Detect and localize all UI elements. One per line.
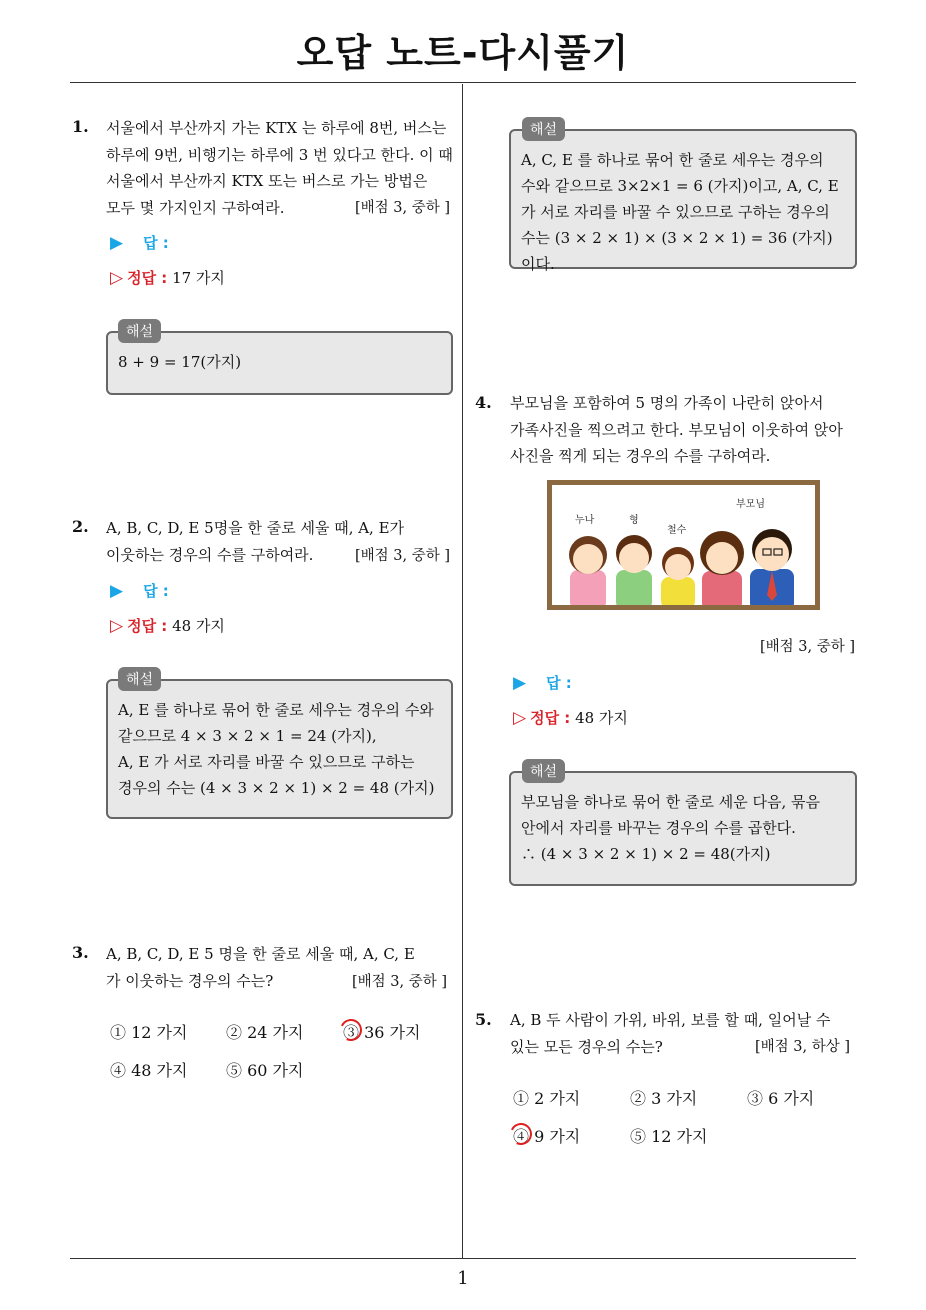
page-number: 1 [457,1268,469,1289]
play-icon: ▶ [513,673,527,693]
choice-1[interactable]: ① 12 가지 [110,1023,188,1042]
explanation-line: 같으므로 4 × 3 × 2 × 1 = 24 (가지), [118,727,377,745]
question-2-line: A, B, C, D, E 5명을 한 줄로 세울 때, A, E가 [106,519,405,537]
correct-label: 정답 : [127,269,168,287]
label-parents: 부모님 [736,499,765,510]
explanation-line: A, E 를 하나로 묶어 한 줄로 세우는 경우의 수와 [118,701,434,719]
explanation-line: 부모님을 하나로 묶어 한 줄로 세운 다음, 묶음 [521,793,820,811]
bottom-divider [70,1258,856,1259]
question-3-explanation [509,129,857,273]
question-2-line: 이웃하는 경우의 수를 구하여라. [106,545,314,564]
correct-label: 정답 : [127,617,168,635]
question-2-answer-field[interactable] [110,580,169,601]
choice-3[interactable]: ③ 6 가지 [747,1089,815,1108]
question-3-number: 3. [72,943,89,962]
outline-triangle-icon: ▷ [513,708,527,728]
choice-5[interactable]: ⑤ 60 가지 [226,1061,304,1080]
question-1-correct [110,267,225,288]
question-1-line: 서울에서 부산까지 가는 KTX 는 하루에 8번, 버스는 [106,119,447,137]
explanation-tag: 해설 [118,667,161,691]
question-4-correct [513,707,628,728]
family-picture [547,480,820,610]
outline-triangle-icon: ▷ [110,616,124,636]
choice-5[interactable]: ⑤ 12 가지 [630,1127,708,1146]
play-icon: ▶ [110,233,124,253]
play-icon: ▶ [110,581,124,601]
explanation-line: 경우의 수는 (4 × 3 × 2 × 1) × 2 = 48 (가지) [118,779,435,797]
family-illustration [560,515,810,605]
explanation-line: 가 서로 자리를 바꿀 수 있으므로 구하는 경우의 [521,203,830,221]
outline-triangle-icon: ▷ [110,268,124,288]
explanation-line: 안에서 자리를 바꾸는 경우의 수를 곱한다. [521,819,796,837]
choice-2[interactable]: ② 3 가지 [630,1089,698,1108]
correct-value: 48 가지 [575,709,628,727]
question-4-number: 4. [475,393,492,412]
question-4-line: 사진을 찍게 되는 경우의 수를 구하여라. [510,447,771,465]
question-5-line: 있는 모든 경우의 수는? [510,1037,663,1056]
question-3-score: [배점 3, 중하 ] [352,974,448,990]
explanation-line: A, E 가 서로 자리를 바꿀 수 있으므로 구하는 [118,753,415,771]
question-4-line: 가족사진을 찍으려고 한다. 부모님이 이웃하여 앉아 [510,420,843,439]
correct-value: 48 가지 [172,617,225,635]
explanation-line: 수와 같으므로 3×2×1 = 6 (가지)이고, A, C, E [521,177,839,195]
explanation-line: ∴ (4 × 3 × 2 × 1) × 2 = 48(가지) [521,845,771,863]
question-2-correct [110,615,225,636]
choice-2[interactable]: ② 24 가지 [226,1023,304,1042]
label-cheolsu: 철수 [667,525,687,536]
label-brother: 형 [629,515,639,526]
question-5-number: 5. [475,1010,492,1029]
question-4-line: 부모님을 포함하여 5 명의 가족이 나란히 앉아서 [510,394,824,412]
question-5-score: [배점 3, 하상 ] [755,1039,851,1055]
choice-4[interactable]: ④ 48 가지 [110,1061,188,1080]
question-3-line: A, B, C, D, E 5 명을 한 줄로 세울 때, A, C, E [106,945,415,963]
explanation-line: 8 + 9 = 17(가지) [118,353,242,371]
answer-label: 답 : [143,582,169,600]
question-3-line: 가 이웃하는 경우의 수는? [106,971,274,990]
question-2-score: [배점 3, 중하 ] [355,548,451,564]
question-2-explanation [106,679,453,819]
explanation-line: A, C, E 를 하나로 묶어 한 줄로 세우는 경우의 [521,151,824,169]
choice-4[interactable]: ④ 9 가지 [513,1127,581,1146]
choice-1[interactable]: ① 2 가지 [513,1089,581,1108]
question-1-line: 모두 몇 가지인지 구하여라. [106,198,285,217]
question-5-line: A, B 두 사람이 가위, 바위, 보를 할 때, 일어날 수 [510,1011,831,1029]
question-4-score: [배점 3, 중하 ] [760,639,856,655]
explanation-tag: 해설 [522,759,565,783]
family-picture-canvas [552,485,815,605]
top-divider [70,82,856,83]
question-1-score: [배점 3, 중하 ] [355,200,451,216]
correct-label: 정답 : [530,709,571,727]
explanation-tag: 해설 [522,117,565,141]
question-4-explanation [509,771,857,886]
question-2-number: 2. [72,517,89,536]
label-sister: 누나 [575,515,595,526]
question-1-line: 서울에서 부산까지 KTX 또는 버스로 가는 방법은 [106,172,428,190]
explanation-tag: 해설 [118,319,161,343]
question-1-number: 1. [72,117,89,136]
answer-label: 답 : [546,674,572,692]
choice-3[interactable]: ③ 36 가지 [343,1023,421,1042]
correct-value: 17 가지 [172,269,225,287]
column-divider [462,84,463,1259]
question-4-text [510,390,855,470]
page-title: 오답 노트-다시풀기 [296,31,630,75]
answer-label: 답 : [143,234,169,252]
explanation-line: 수는 (3 × 2 × 1) × (3 × 2 × 1) = 36 (가지)이다. [521,229,833,273]
question-1-line: 하루에 9번, 비행기는 하루에 3 번 있다고 한다. 이 때 [106,145,453,164]
question-4-answer-field[interactable] [513,672,572,693]
question-1-answer-field[interactable] [110,232,169,253]
